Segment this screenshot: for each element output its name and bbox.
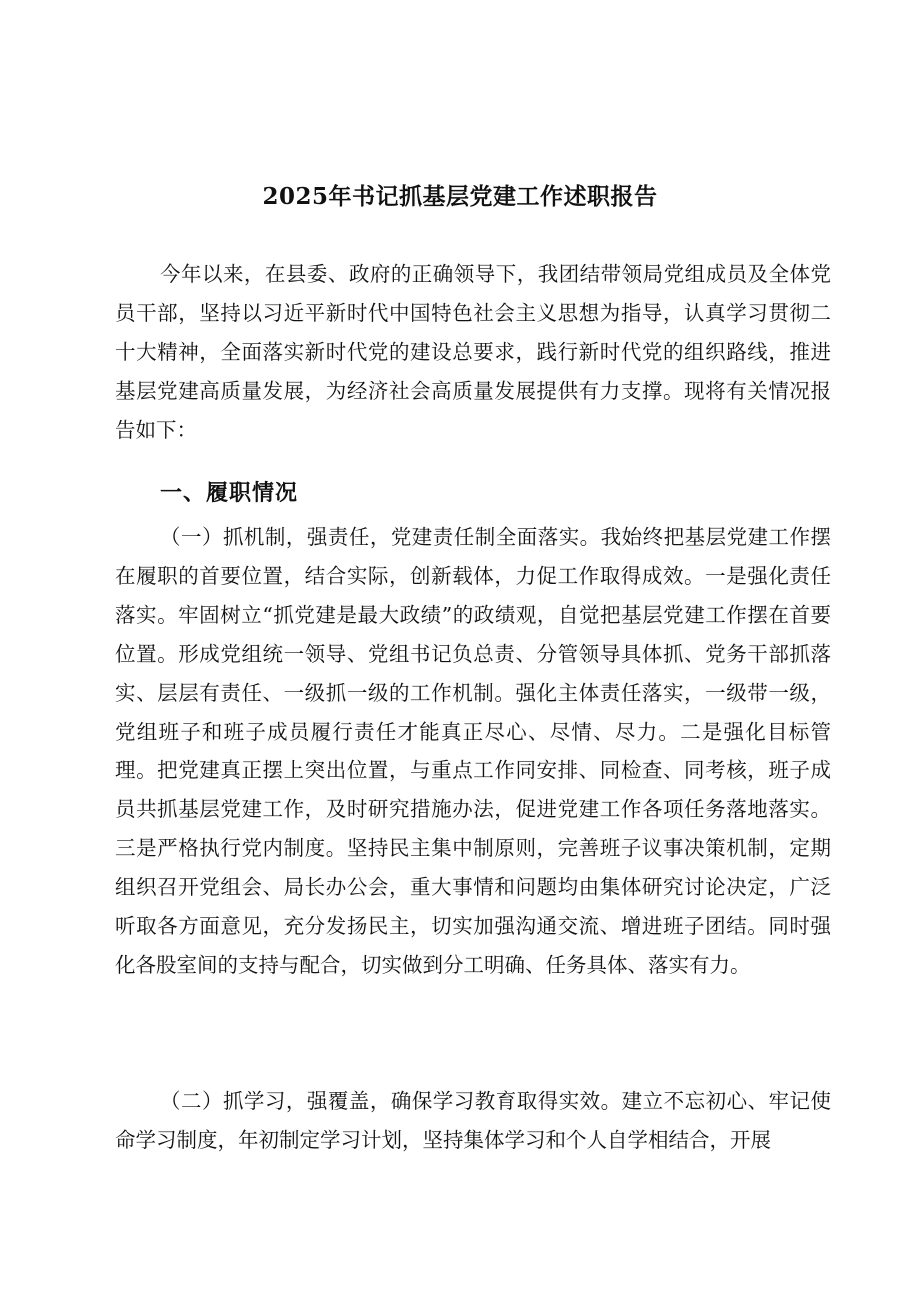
paragraph-study-coverage: （二）抓学习，强覆盖，确保学习教育取得实效。建立不忘初心、牢记使命学习制度，年初制定学习计划，坚持集体学习和个人自学相结合，开展 — [115, 1089, 831, 1152]
section-heading-performance: 一、履职情况 — [160, 481, 299, 506]
intro-paragraph: 今年以来，在县委、政府的正确领导下，我团结带领局党组成员及全体党员干部，坚持以习近平新时代中国特色社会主义思想为指导，认真学习贯彻二十大精神，全面落实新时代党的建设总要求，践行新时代党的组织路线，推进基层党建高质量发展，为经济社会高质量发展提供有力支撑。现将有关情况报告如下： — [115, 262, 831, 442]
paragraph-mechanism-responsibility: （一）抓机制，强责任，党建责任制全面落实。我始终把基层党建工作摆在履职的首要位置，结合实际，创新载体，力促工作取得成效。一是强化责任落实。牢固树立“抓党建是最大政绩”的政绩观，自觉把基层党建工作摆在首要位置。形成党组统一领导、党组书记负总责、分管领导具体抓、党务干部抓落实、层层有责任、一级抓一级的工作机制。强化主体责任落实，一级带一级，党组班子和班子成员履行责任才能真正尽心、尽情、尽力。二是强化目标管理。把党建真正摆上突出位置，与重点工作同安排、同检查、同考核，班子成员共抓基层党建工作，及时研究措施办法，促进党建工作各项任务落地落实。三是严格执行党内制度。坚持民主集中制原则，完善班子议事决策机制，定期组织召开党组会、局长办公会，重大事情和问题均由集体研究讨论决定，广泛听取各方面意见，充分发扬民主，切实加强沟通交流、增进班子团结。同时强化各股室间的支持与配合，切实做到分工明确、任务具体、落实有力。 — [115, 525, 831, 977]
document-title: 2025年书记抓基层党建工作述职报告 — [262, 183, 658, 211]
